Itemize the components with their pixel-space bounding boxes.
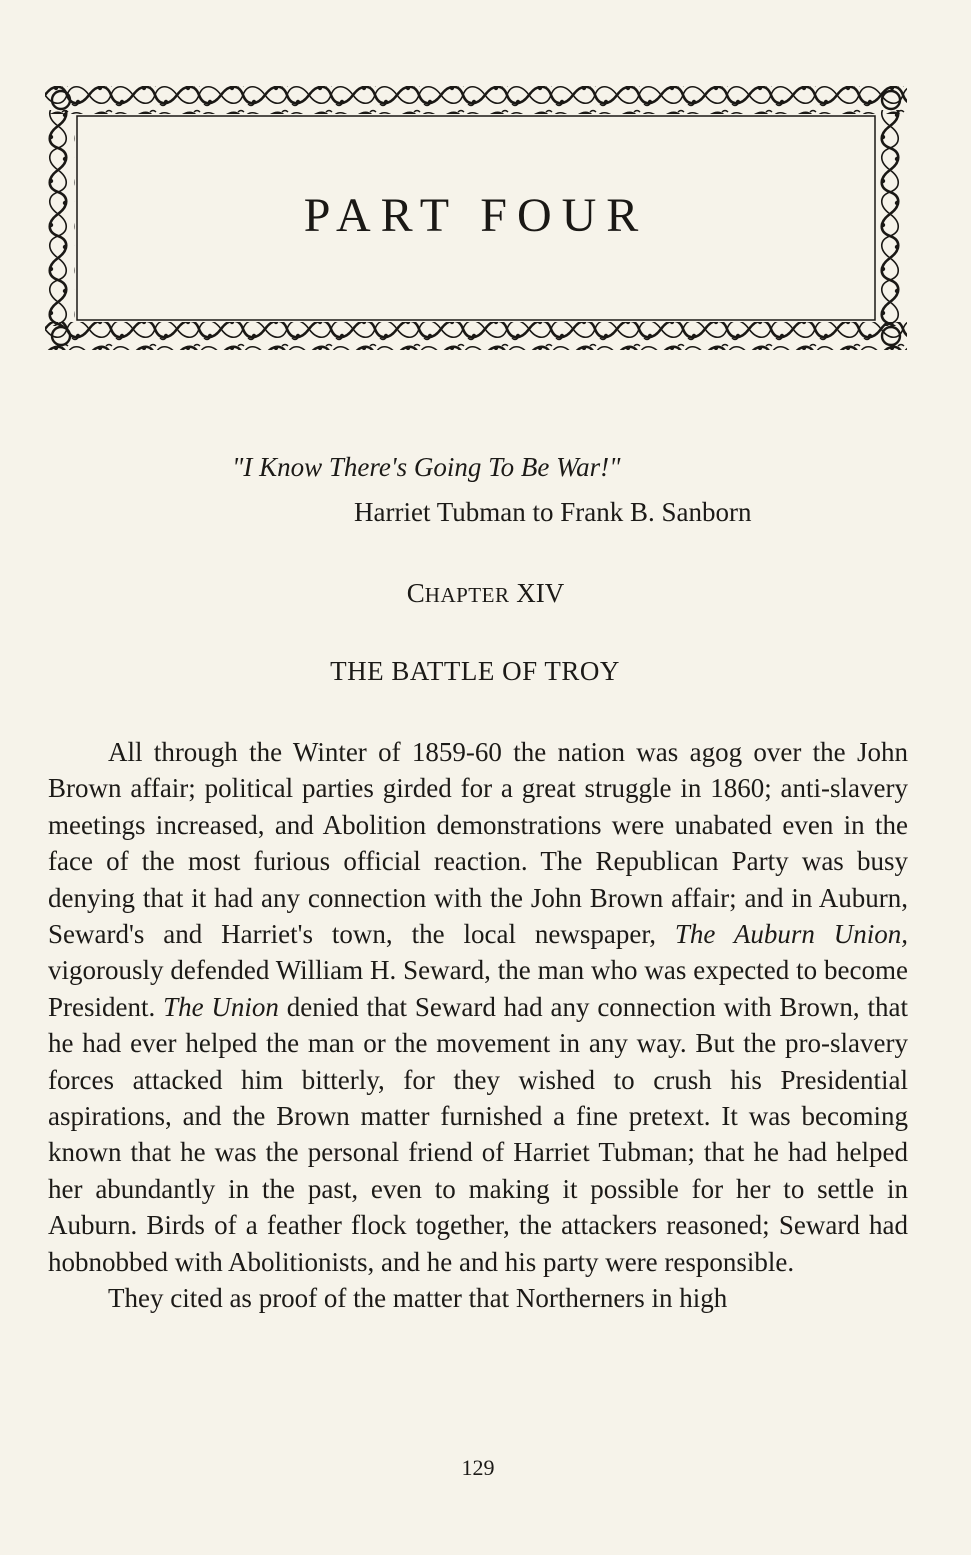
chapter-number: XIV	[516, 578, 565, 608]
chapter-label	[0, 578, 971, 609]
newspaper-title: The Union	[163, 991, 279, 1022]
page-number: 129	[461, 1455, 495, 1480]
paragraph-text: vigorously defended William H. Seward, the man who was expected to become President.	[48, 955, 908, 1022]
part-ornamental-frame	[45, 82, 907, 354]
chapter-label-smallcaps: HAPTER	[424, 583, 510, 607]
chapter-title: THE BATTLE OF TROY	[330, 656, 620, 686]
paragraph	[48, 734, 908, 1280]
paragraph-text: All through the Winter of 1859-60 the nation was agog over the John Brown affair; political parties girded for a great struggle in 1860; anti-slavery meetings increased, and Abolition demonstrations were unabated even in the face of the most furious official reaction. The Republican Party was busy denying that it had any connection with the John Brown affair; and in Auburn, Seward's and Harriet's town, the local newspaper,	[48, 737, 908, 950]
epigraph-attribution: Harriet Tubman to Frank B. Sanborn	[354, 497, 752, 527]
chapter-label-initial: C	[406, 578, 425, 608]
newspaper-title: The Auburn Union,	[674, 919, 909, 950]
paragraph-text: denied that Seward had any connection with Brown, that he had ever helped the man or the movement in any way. But the pro-slavery forces attacked him bitterly, for they wished to crush his Presidential aspirations, and the Brown matter furnished a fine pretext. It was becoming known that he was the personal friend of Harriet Tubman; that he had helped her abundantly in the past, even to making it possible for her to settle in Auburn. Birds of a feather flock together, the attackers reasoned; Seward had hobnobbed with Abolitionists, and he and his party were responsible.	[48, 991, 909, 1277]
paragraph: They cited as proof of the matter that Northerners in high	[108, 1283, 728, 1314]
chapter-body	[48, 734, 908, 1317]
epigraph-quote: "I Know There's Going To Be War!"	[232, 452, 621, 482]
part-title: PART FOUR	[303, 189, 649, 242]
